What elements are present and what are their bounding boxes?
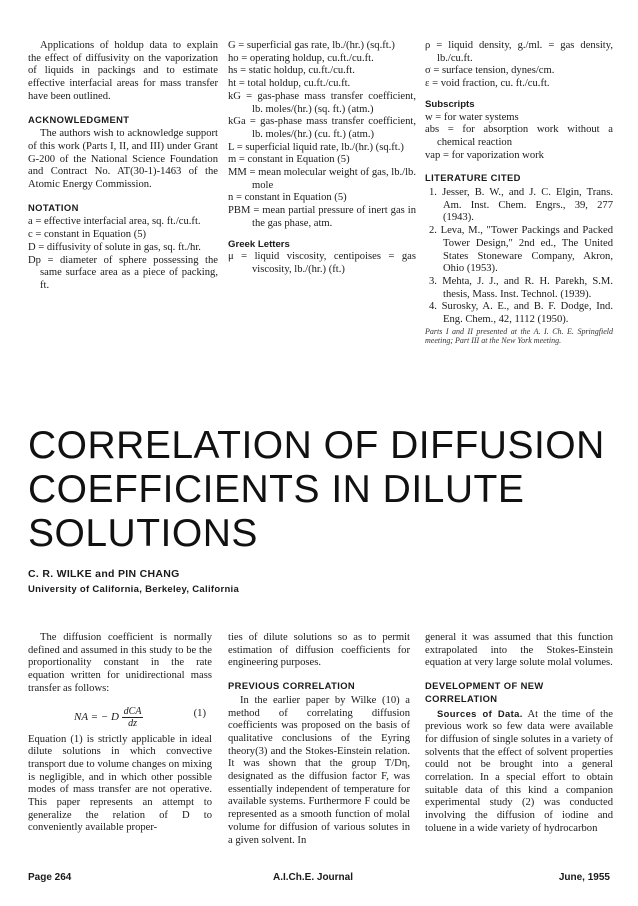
notation-item: σ = surface tension, dynes/cm. (425, 65, 555, 77)
equation-number: (1) (193, 707, 206, 719)
affiliation: University of California, Berkeley, California (28, 584, 240, 595)
title-line: SOLUTIONS (28, 512, 258, 555)
subscript-item: vap = for vaporization work (425, 149, 544, 161)
body-paragraph: general it was assumed that this function extrapolated into the Stokes-Einstein equation at very large solute molal volumes. (425, 632, 613, 669)
subscript-item: w = for water systems (425, 111, 519, 123)
top-column-3 (425, 40, 613, 346)
acknowledgment-text: The authors wish to acknowledge support of this work (Parts I, II, and III) under Grant G-200 of the National Science Foundation and Contract No. AT(30-1)-1463 of the Atomic Energy Commission. (28, 128, 218, 191)
presentation-footnote: Parts I and II presented at the A. I. Ch. E. Springfield meeting; Part III at the New York meeting. (425, 326, 613, 346)
notation-item: PBM = mean partial pressure of inert gas in the gas phase, atm. (228, 205, 416, 229)
notation-item: MM = mean molecular weight of gas, lb./lb. mole (228, 167, 416, 191)
body-column-2 (228, 632, 410, 847)
body-column-3 (425, 632, 613, 836)
notation-heading: NOTATION (28, 201, 79, 213)
reference-item: 1. Jesser, B. W., and J. C. Elgin, Trans. Am. Inst. Chem. Engrs., 39, 277 (1943). (429, 187, 613, 224)
notation-item: D = diffusivity of solute in gas, sq. ft./hr. (28, 241, 201, 253)
body-paragraph: Sources of Data. At the time of the previous work so few data were available for diffusion of single solutes in a variety of solvents that the effect of solvent properties could not be brought into a general correlation. In a special effort to obtain suitable data of this kind a companion experimental study (2) was conducted involving the diffusion of iodine and toluene in a wide variety of hydrocarbon (425, 707, 613, 834)
notation-item: hs = static holdup, cu.ft./cu.ft. (228, 65, 355, 77)
sources-subhead: Sources of Data. (437, 707, 523, 719)
notation-item: ht = total holdup, cu.ft./cu.ft. (228, 78, 351, 90)
subscripts-heading: Subscripts (425, 98, 475, 110)
top-column-2 (228, 40, 416, 277)
body-paragraph: In the earlier paper by Wilke (10) a method of correlating diffusion coefficients was proposed on the basis of qualitative conclusions of the Eyring theory(3) and the Stokes-Einstein relation. It was shown that the group T/Dη, designated as the diffusion factor F, was essentially independent of temperature for available systems. Furthermore F could be represented as a smooth function of molal volume for diffusion of various solutes in a given solvent. In (228, 694, 410, 846)
notation-item: kGa = gas-phase mass transfer coefficient, lb. moles/(hr.) (cu. ft.) (atm.) (228, 116, 416, 140)
issue-date: June, 1955 (558, 872, 610, 883)
notation-item: ho = operating holdup, cu.ft./cu.ft. (228, 52, 374, 64)
literature-cited-heading: LITERATURE CITED (425, 172, 521, 184)
body-paragraph: The diffusion coefficient is normally defined and assumed in this study to be the proportionality constant in the rate equation written for unidirectional mass transfer as follows: (28, 632, 212, 694)
page-number: Page 264 (28, 872, 72, 883)
notation-item: ρ = liquid density, g./ml. = gas density, lb./cu.ft. (425, 40, 613, 64)
reference-item: 2. Leva, M., "Tower Packings and Packed Tower Design," 2nd ed., The United States Stoneware Company, Akron, Ohio (1953). (429, 225, 613, 275)
notation-item: ε = void fraction, cu. ft./cu.ft. (425, 78, 550, 90)
development-heading: DEVELOPMENT OF NEW CORRELATION (425, 680, 544, 704)
equation-1 (28, 700, 212, 730)
notation-item: L = superficial liquid rate, lb./(hr.) (sq.ft.) (228, 141, 404, 153)
body-paragraph: Equation (1) is strictly applicable in ideal dilute solutions in which convective transport due to volume changes on mixing is negligible, and in which other possible modes of mass transfer are not operative. This paper represents an attempt to generalize the relation of D to conveniently available proper- (28, 733, 212, 834)
notation-item: c = constant in Equation (5) (28, 229, 147, 241)
subscript-item: abs = for absorption work without a chemical reaction (425, 124, 613, 148)
title-line: COEFFICIENTS IN DILUTE (28, 468, 525, 511)
title-line: CORRELATION OF DIFFUSION (28, 424, 605, 467)
reference-item: 3. Mehta, J. J., and R. H. Parekh, S.M. thesis, Mass. Inst. Technol. (1939). (429, 275, 613, 300)
body-paragraph: ties of dilute solutions so as to permit estimation of diffusion coefficients for engineering purposes. (228, 632, 410, 669)
acknowledgment-heading: ACKNOWLEDGMENT (28, 113, 130, 125)
body-column-1 (28, 632, 212, 835)
notation-item: a = effective interfacial area, sq. ft./cu.ft. (28, 216, 201, 228)
greek-item: μ = liquid viscosity, centipoises = gas viscosity, lb./(hr.) (ft.) (228, 251, 416, 275)
notation-item: G = superficial gas rate, lb./(hr.) (sq.ft.) (228, 40, 395, 51)
notation-item: Dp = diameter of sphere possessing the same surface area as a piece of packing, ft. (28, 254, 218, 291)
journal-name: A.I.Ch.E. Journal (273, 872, 354, 883)
article-title (28, 424, 618, 556)
top-column-1 (28, 40, 218, 293)
notation-item: kG = gas-phase mass transfer coefficient, lb. moles/(hr.) (sq. ft.) (atm.) (228, 90, 416, 115)
authors: C. R. WILKE and PIN CHANG (28, 568, 180, 580)
notation-item: n = constant in Equation (5) (228, 192, 347, 204)
notation-item: m = constant in Equation (5) (228, 154, 350, 166)
intro-paragraph: Applications of holdup data to explain the effect of diffusivity on the vaporization of liquids in packings and to estimate effective interfacial areas for mass transfer have been outlined. (28, 40, 218, 102)
reference-item: 4. Surosky, A. E., and B. F. Dodge, Ind. Eng. Chem., 42, 1112 (1950). (429, 301, 613, 326)
equation-fraction: $\frac{\text{dCA}}{dz}$ (123, 705, 142, 729)
equation-lhs: NA = − D $\frac{\text{dCA}}{dz}$ (74, 705, 142, 729)
previous-correlation-heading: PREVIOUS CORRELATION (228, 680, 356, 692)
greek-letters-heading: Greek Letters (228, 238, 290, 250)
